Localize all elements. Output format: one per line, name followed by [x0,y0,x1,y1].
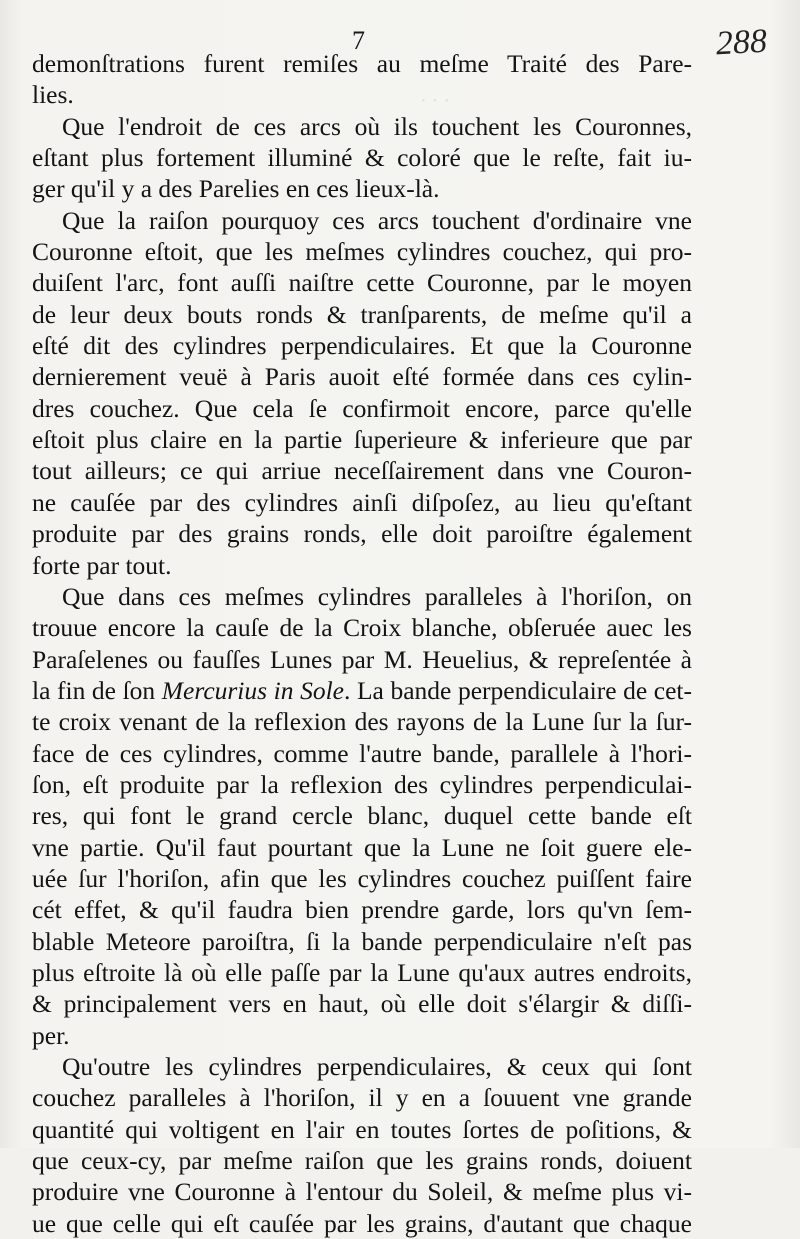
text-line [32,330,692,361]
line-text: ue que celle qui eſt cauſée par les grains, d'autant que chaque [32,1208,692,1238]
text-line [32,424,692,455]
text-line [32,863,692,894]
text-line [32,205,692,236]
line-text: eſté dit des cylindres perpendiculaires. Et que la Couronne [32,331,692,361]
text-line [32,800,692,831]
text-line [32,361,692,392]
text-line [32,612,692,643]
line-text: eſtoit plus claire en la partie ſuperieure & inferieure que par [32,425,692,455]
text-line [32,1020,692,1051]
line-text: eſtant plus fortement illuminé & coloré que le reſte, fait iu- [32,143,692,173]
text-line [32,518,692,549]
line-text: tout ailleurs; ce qui arriue neceſſairement dans vne Couron- [32,456,692,486]
line-text: ne cauſée par des cylindres ainſi diſpoſez, au lieu qu'eſtant [32,487,692,517]
line-text: demonſtrations furent remiſes au meſme Traité des Pare- [32,49,692,78]
line-text: Couronne eſtoit, que les meſmes cylindres couchez, qui pro- [32,237,692,267]
line-text: forte par tout. [32,550,172,580]
line-text: quantité qui voltigent en l'air en toutes ſortes de poſitions, & [32,1114,692,1144]
text-line [32,455,692,486]
line-text: Qu'outre les cylindres perpendiculaires, & ceux qui ſont [62,1052,692,1081]
line-text: la fin de ſon [32,675,162,705]
text-line [32,926,692,957]
text-line [32,236,692,267]
show-through-text: · · · [420,90,450,112]
text-line [32,706,692,737]
text-line [32,79,692,110]
text-line [32,1145,692,1176]
line-text: vne partie. Qu'il faut pourtant que la Lune ne ſoit guere ele- [32,832,692,862]
text-line [32,1208,692,1239]
italic-title: Mercurius in Sole [161,675,344,705]
body-text [32,48,692,1239]
line-text: Que l'endroit de ces arcs où ils touchent les Couronnes, [62,111,692,141]
text-line [32,173,692,204]
text-line [32,550,692,581]
text-line [32,769,692,800]
text-line [32,581,692,612]
line-text: Que dans ces meſmes cylindres paralleles à l'horiſon, on [62,581,692,611]
line-text: blable Meteore paroiſtra, ſi la bande perpendiculaire n'eſt pas [32,926,692,956]
line-text: trouue encore la cauſe de la Croix blanche, obſeruée auec les [32,613,692,643]
line-text: Paraſelenes ou fauſſes Lunes par M. Heuelius, & repreſentée à [32,644,692,674]
text-line [32,487,692,518]
line-text: de leur deux bouts ronds & tranſparents, de meſme qu'il a [32,299,692,329]
text-line [32,267,692,298]
text-line [32,142,692,173]
text-line [32,299,692,330]
line-text: uée ſur l'horiſon, afin que les cylindres couchez puiſſent faire [32,863,692,893]
line-text: plus eſtroite là où elle paſſe par la Lune qu'aux autres endroits, [32,957,692,987]
text-line [32,738,692,769]
text-line [32,644,692,675]
text-line [32,48,692,79]
line-text: ger qu'il y a des Parelies en ces lieux-là. [32,174,440,204]
text-line [32,988,692,1019]
line-text: couchez paralleles à l'horiſon, il y en a ſouuent vne grande [32,1083,692,1113]
line-text: te croix venant de la reflexion des rayons de la Lune ſur la ſur- [32,707,692,737]
line-text-continued: . La bande perpendiculaire de cet- [344,675,692,705]
line-text: que ceux-cy, par meſme raiſon que les grains ronds, doiuent [32,1146,692,1176]
line-text: duiſent l'arc, font auſſi naiſtre cette Couronne, par le moyen [32,268,692,298]
text-line [32,957,692,988]
line-text: produite par des grains ronds, elle doit paroiſtre également [32,519,692,549]
text-line [32,1082,692,1113]
text-line [32,1114,692,1145]
line-text: lies. [32,80,74,110]
line-text: res, qui font le grand cercle blanc, duquel cette bande eſt [32,801,692,831]
page-number: 7 [352,26,365,55]
line-text: dres couchez. Que cela ſe confirmoit encore, parce qu'elle [32,393,692,423]
text-line [32,1051,692,1082]
line-text: dernierement veuë à Paris auoit eſté formée dans ces cylin- [32,362,692,392]
text-line [32,675,692,706]
text-line [32,894,692,925]
text-line [32,111,692,142]
line-text: produire vne Couronne à l'entour du Soleil, & meſme plus vi- [32,1177,692,1207]
text-line [32,1176,692,1207]
line-text: Que la raiſon pourquoy ces arcs touchent d'ordinaire vne [62,205,692,235]
text-line [32,832,692,863]
folio-number: 288 [715,22,768,63]
line-text: face de ces cylindres, comme l'autre bande, parallele à l'hori- [32,738,692,768]
line-text: ſon, eſt produite par la reflexion des cylindres perpendiculai- [32,769,692,799]
line-text: & principalement vers en haut, où elle doit s'élargir & diſſi- [32,989,692,1019]
line-text: per. [32,1020,70,1050]
line-text: cét effet, & qu'il faudra bien prendre garde, lors qu'vn ſem- [32,895,692,925]
text-line [32,393,692,424]
